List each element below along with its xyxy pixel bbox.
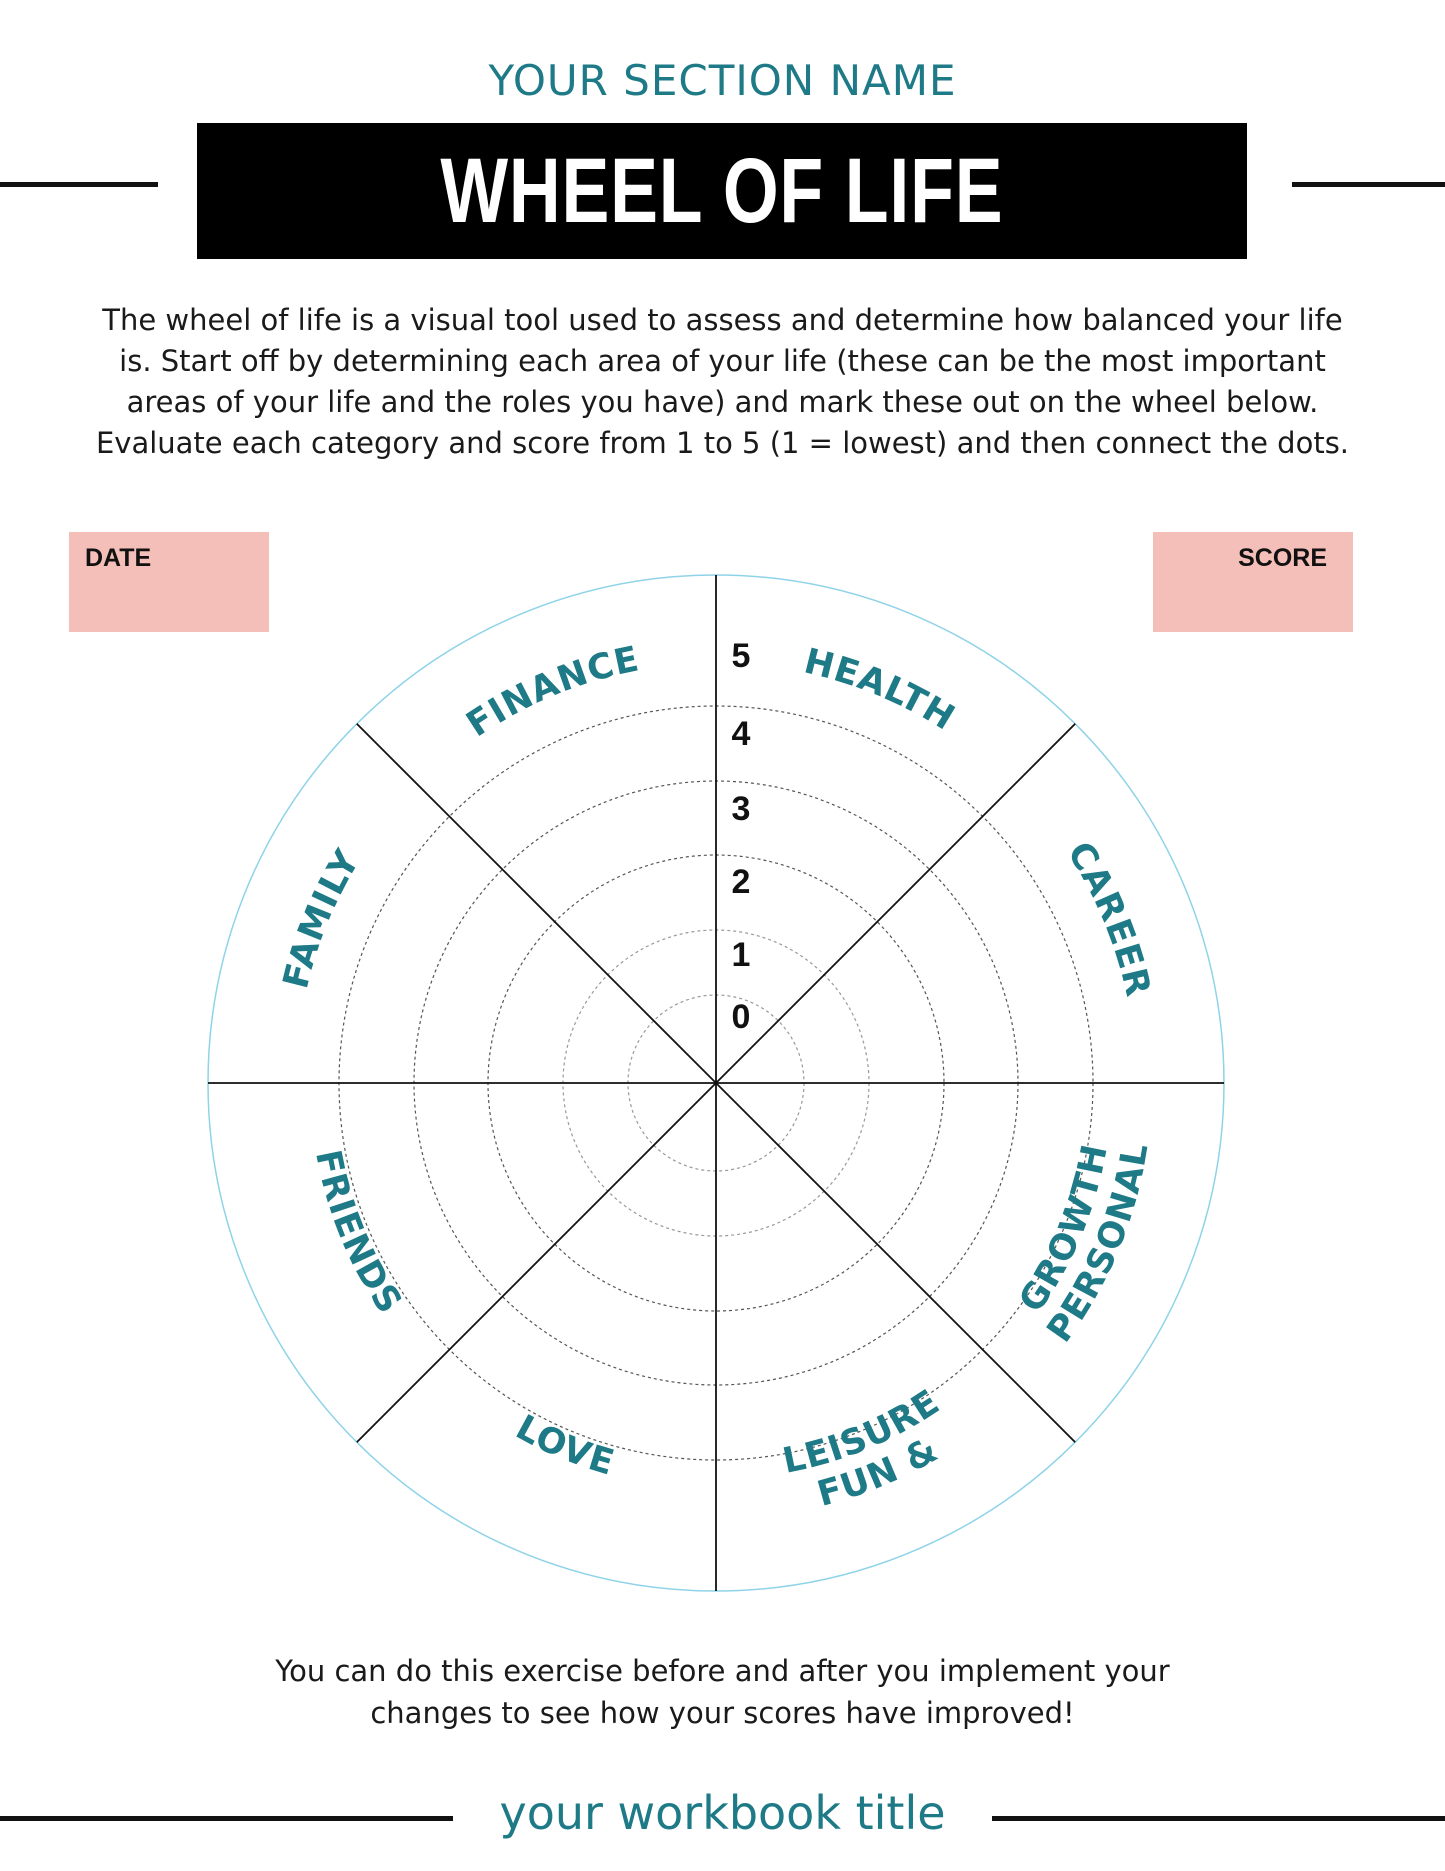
scale-labels [732, 637, 751, 1036]
category-label-personal-growth: PERSONAL [1039, 1139, 1157, 1350]
workbook-title: your workbook title [499, 1786, 946, 1840]
category-label-family: FAMILY [276, 842, 369, 993]
date-label: DATE [85, 544, 152, 572]
category-label-finance: FINANCE [459, 639, 643, 746]
page-title: WHEEL OF LIFE [440, 139, 1004, 242]
category-label-friends: FRIENDS [307, 1146, 410, 1322]
category-label-fun-leisure: FUN & [813, 1429, 946, 1515]
category-label-love: LOVE [509, 1407, 620, 1484]
intro-paragraph: The wheel of life is a visual tool used to assess and determine how balanced your life is. Start off by determining each area of your life (these can be the most important areas of your life and the roles you have) and mark these out on the wheel below. Evaluate each category and score from 1 to 5 (1 = lowest) and then connect the dots. [95, 303, 1350, 460]
scale-label-1: 1 [731, 936, 751, 974]
scale-label-2: 2 [731, 863, 751, 901]
scale-label-0: 0 [731, 998, 751, 1036]
category-label-career: CAREER [1058, 835, 1158, 1001]
score-label: SCORE [1238, 544, 1327, 572]
wheel-spokes [208, 575, 1224, 1591]
scale-label-3: 3 [731, 790, 751, 828]
scale-label-5: 5 [731, 637, 751, 675]
section-name: YOUR SECTION NAME [488, 56, 957, 105]
category-labels [276, 639, 1158, 1515]
footer-note: You can do this exercise before and after you implement your changes to see how your scores have improved! [275, 1654, 1170, 1730]
category-label-fun-leisure: LEISURE [779, 1382, 948, 1482]
category-label-health: HEALTH [800, 641, 962, 739]
scale-label-4: 4 [731, 715, 751, 753]
category-label-personal-growth: GROWTH [1011, 1140, 1116, 1320]
